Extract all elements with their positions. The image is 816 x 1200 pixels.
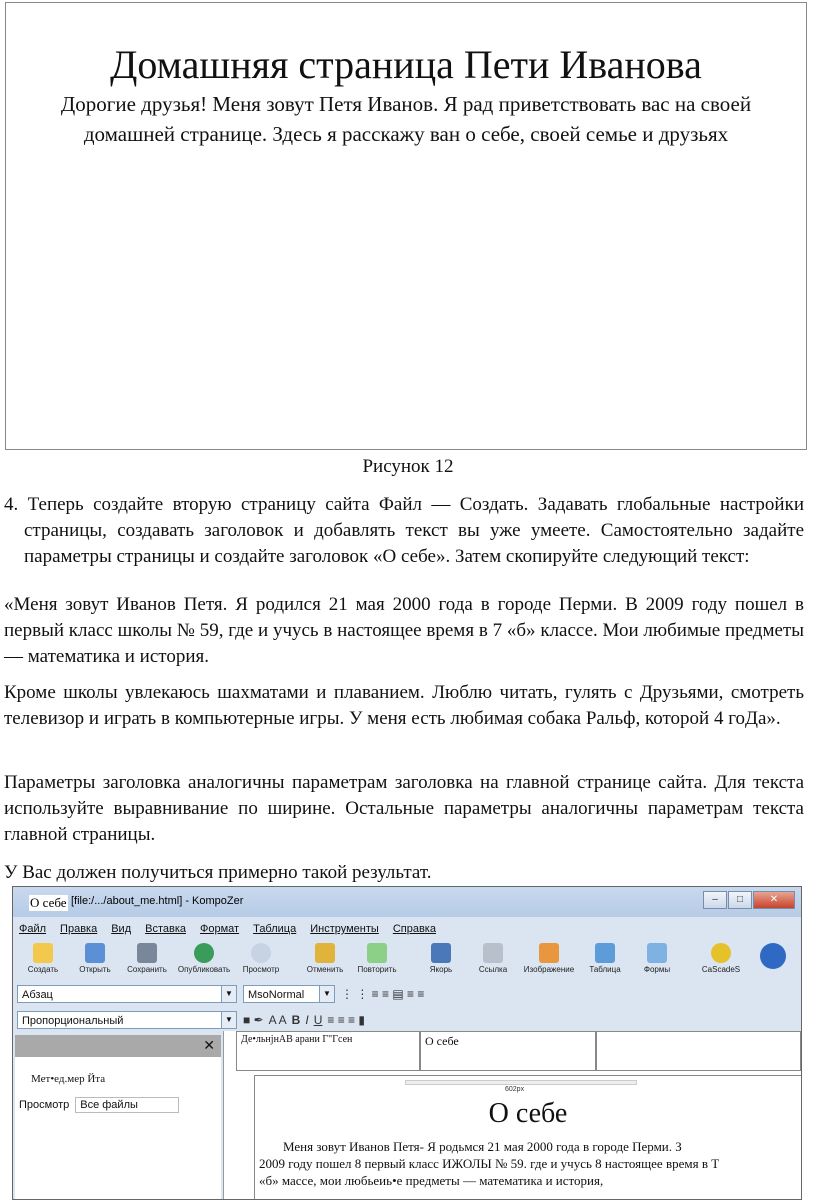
dropdown-arrow-icon: ▼ <box>319 986 334 1002</box>
text-color-button[interactable]: ■ ✒ <box>243 1013 264 1027</box>
quote-paragraph-1: «Меня зовут Иванов Петя. Я родился 21 мая 2000 года в городе Перми. В 2009 году пошел в первый класс школы № 59, где и учусь в настоящее время в 7 «б» классе. Мои любимые предметы — математика и история. <box>4 594 804 667</box>
italic-button[interactable]: I <box>305 1013 309 1027</box>
cascades-button[interactable]: CaScadeS <box>695 943 747 983</box>
underline-button[interactable]: U <box>313 1013 323 1027</box>
tab-about-me[interactable]: О себе <box>420 1031 596 1071</box>
css-editor-icon <box>711 943 731 963</box>
close-icon[interactable]: ✕ <box>203 1037 215 1053</box>
document-text <box>259 1138 795 1189</box>
undo-button[interactable]: Отменить <box>299 943 351 983</box>
link-button[interactable]: Ссылка <box>467 943 519 983</box>
quote-paragraph-2: Кроме школы увлекаюсь шахматами и плаванием. Люблю читать, гулять с Друзьями, смотреть телевизор и играть в компьютерные игры. У меня есть любимая собака Ральф, которой 4 гоДа». <box>4 682 804 729</box>
format-toolbar-2 <box>17 1009 370 1031</box>
tab-view[interactable]: Просмотр <box>19 1099 70 1111</box>
new-button[interactable]: Создать <box>17 943 69 983</box>
tab-strip-empty <box>596 1031 801 1071</box>
image-button[interactable]: Изображение <box>519 943 579 983</box>
forms-button[interactable]: Формы <box>631 943 683 983</box>
list-buttons[interactable]: ⋮ ⋮ ≡ ≡ ▤ ≡ ≡ <box>341 987 425 1001</box>
anchor-icon <box>431 943 451 963</box>
figure-text: Дорогие друзья! Меня зовут Петя Иванов. Я рад приветствовать вас на своей домашней странице. Здесь я расскажу ван о себе, своей семье и друзьях <box>60 92 752 146</box>
site-manager-header <box>15 1035 221 1057</box>
chain-link-icon <box>483 943 503 963</box>
preview-button[interactable]: Просмотр <box>235 943 287 983</box>
editor-canvas[interactable] <box>254 1075 801 1199</box>
document-title: О себе <box>488 1098 568 1129</box>
tab-homepage[interactable]: Де•льнjнАВ арани Г"Гсен <box>236 1031 420 1071</box>
menu-format[interactable]: Формат <box>200 923 240 935</box>
font-size-buttons[interactable]: A A <box>268 1013 287 1027</box>
folder-icon <box>85 943 105 963</box>
globe-icon <box>194 943 214 963</box>
publish-button[interactable]: Опубликовать <box>173 943 235 983</box>
title-overlay: О себе <box>30 895 67 910</box>
window-titlebar <box>13 887 801 917</box>
result-paragraph: У Вас должен получиться примерно такой результат. <box>4 862 432 883</box>
site-manager-tabs <box>19 1097 179 1113</box>
table-button[interactable]: Таблица <box>579 943 631 983</box>
minimize-button[interactable]: – <box>703 891 727 909</box>
site-manager-panel <box>15 1035 221 1200</box>
site-manager-label: Мет•ед.мер Йта <box>31 1073 106 1085</box>
close-window-button[interactable]: ✕ <box>753 891 795 909</box>
align-buttons[interactable]: ≡ ≡ ≡ ▮ <box>327 1013 365 1027</box>
table-icon <box>595 943 615 963</box>
maximize-button[interactable]: □ <box>728 891 752 909</box>
document-area <box>223 1031 801 1199</box>
redo-button[interactable]: Повторить <box>351 943 403 983</box>
floppy-icon <box>137 943 157 963</box>
dropdown-arrow-icon: ▼ <box>221 986 236 1002</box>
figure-title: Домашняя страница Пети Иванова <box>110 42 702 87</box>
instruction-item-4: 4. Теперь создайте вторую страницу сайта Файл — Создать. Задавать глобальные настройки страницы, создавать заголовок и добавлять текст вы уже умеете. Самостоятельно задайте параметры страницы и создайте заголовок «О себе». Затем скопируйте следующий текст: <box>4 494 804 567</box>
figure-caption: Рисунок 12 <box>362 456 454 477</box>
save-button[interactable]: Сохранить <box>121 943 173 983</box>
image-icon <box>539 943 559 963</box>
document-text-line: Меня зовут Иванов Петя- Я родьмся 21 мая 2000 года в городе Перми. З <box>283 1139 682 1154</box>
format-toolbar-1 <box>17 983 429 1005</box>
document-text-line: «б» массе, мои любьеиь•е предметы — математика и история, <box>259 1173 604 1188</box>
undo-icon <box>315 943 335 963</box>
menu-table[interactable]: Таблица <box>253 923 297 935</box>
ruler-label: 602px <box>505 1086 525 1093</box>
paragraph-style-select[interactable]: Абзац ▼ <box>17 985 237 1003</box>
class-style-select[interactable]: MsoNormal ▼ <box>243 985 335 1003</box>
menu-help[interactable]: Справка <box>392 923 436 935</box>
font-select[interactable]: Пропорциональный ▼ <box>17 1011 237 1029</box>
menu-edit[interactable]: Правка <box>60 923 98 935</box>
params-paragraph: Параметры заголовка аналогичны параметрам заголовка на главной странице сайта. Для текста используйте выравнивание по ширине. Остальные параметры аналогичны параметрам текста главной страницы. <box>4 772 804 845</box>
menu-tools[interactable]: Инструменты <box>310 923 379 935</box>
document-text-line: 2009 году пошел 8 первый класс ИЖОЛЫ № 59. где и учусь 8 настоящее время в Т <box>259 1156 720 1171</box>
open-button[interactable]: Открыть <box>69 943 121 983</box>
magnifier-icon <box>251 943 271 963</box>
kompozer-screenshot <box>12 886 802 1200</box>
width-ruler <box>405 1080 637 1085</box>
figure-homepage <box>5 2 807 450</box>
main-toolbar <box>13 943 801 983</box>
menu-view[interactable]: Вид <box>111 923 132 935</box>
pencil-icon <box>33 943 53 963</box>
dropdown-arrow-icon: ▼ <box>221 1012 236 1028</box>
menu-file[interactable]: Файл <box>19 923 47 935</box>
redo-icon <box>367 943 387 963</box>
menu-insert[interactable]: Вставка <box>145 923 187 935</box>
bold-button[interactable]: B <box>291 1013 301 1027</box>
files-filter-select[interactable]: Все файлы <box>75 1097 179 1113</box>
kompozer-logo <box>747 943 799 983</box>
menubar <box>13 923 801 941</box>
window-title: [file:/.../about_me.html] - KompoZer <box>71 895 244 907</box>
form-icon <box>647 943 667 963</box>
anchor-button[interactable]: Якорь <box>415 943 467 983</box>
kompozer-logo-icon <box>760 943 786 969</box>
